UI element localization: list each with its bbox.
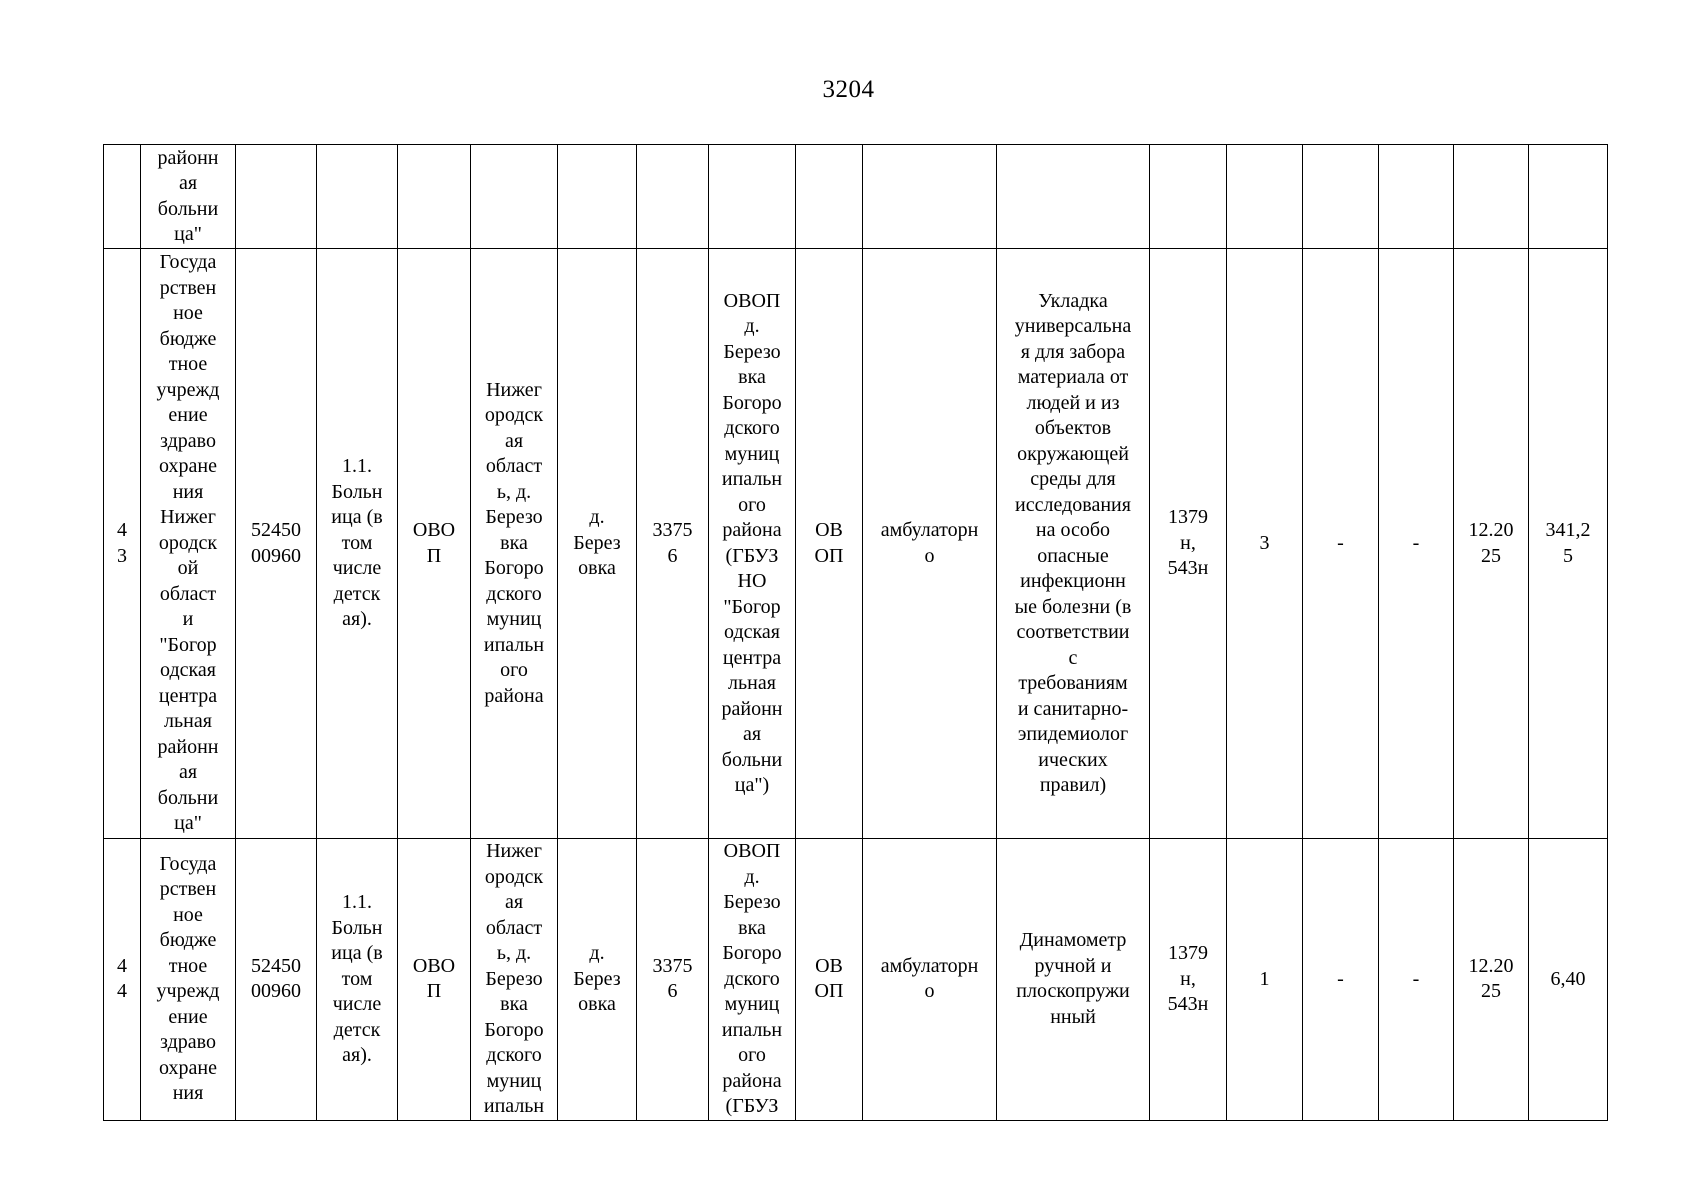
cell-locality: д. Берез овка	[558, 839, 637, 1121]
cell-oktmo: 3375 6	[637, 839, 709, 1121]
cell-short: ОВ ОП	[796, 839, 863, 1121]
cell-col1: -	[1303, 249, 1379, 839]
cell-amount: 341,2 5	[1529, 249, 1608, 839]
page-number: 3204	[822, 76, 875, 103]
cell-date	[1454, 145, 1529, 249]
cell-category: 1.1. Больн ица (в том числе детск ая).	[317, 249, 398, 839]
table-row-continuation	[104, 145, 1608, 249]
cell-equipment	[997, 145, 1150, 249]
cell-order: 1379 н, 543н	[1150, 839, 1227, 1121]
cell-locality: д. Берез овка	[558, 249, 637, 839]
cell-institution-name: районн ая больни ца"	[141, 145, 236, 249]
cell-unit: ОВО П	[398, 249, 471, 839]
cell-care-type	[863, 145, 997, 249]
cell-equipment: Динамометр ручной и плоскопружи нный	[997, 839, 1150, 1121]
cell-division: ОВОП д. Березо вка Богоро дского муниц ипальн ого района (ГБУЗ	[709, 839, 796, 1121]
cell-col2: -	[1379, 839, 1454, 1121]
cell-order	[1150, 145, 1227, 249]
cell-qty: 3	[1227, 249, 1303, 839]
cell-unit	[398, 145, 471, 249]
cell-date: 12.20 25	[1454, 839, 1529, 1121]
cell-care-type: амбулаторн о	[863, 249, 997, 839]
cell-institution-name: Госуда рствен ное бюдже тное учрежд ение здраво охране ния Нижег ородск ой област и "Богор одская центра льная районн ая больни ца"	[141, 249, 236, 839]
table-row	[104, 249, 1608, 839]
cell-oktmo: 3375 6	[637, 249, 709, 839]
cell-address: Нижег ородск ая област ь, д. Березо вка Богоро дского муниц ипальн ого района	[471, 249, 558, 839]
cell-col1: -	[1303, 839, 1379, 1121]
cell-order: 1379 н, 543н	[1150, 249, 1227, 839]
cell-oktmo	[637, 145, 709, 249]
cell-num: 4 3	[104, 249, 141, 839]
cell-short	[796, 145, 863, 249]
cell-care-type: амбулаторн о	[863, 839, 997, 1121]
cell-qty	[1227, 145, 1303, 249]
cell-amount: 6,40	[1529, 839, 1608, 1121]
cell-col2: -	[1379, 249, 1454, 839]
cell-num	[104, 145, 141, 249]
cell-qty: 1	[1227, 839, 1303, 1121]
cell-col1	[1303, 145, 1379, 249]
cell-code	[236, 145, 317, 249]
cell-locality	[558, 145, 637, 249]
equipment-table	[103, 144, 1608, 1121]
cell-code: 52450 00960	[236, 839, 317, 1121]
cell-address: Нижег ородск ая област ь, д. Березо вка Богоро дского муниц ипальн	[471, 839, 558, 1121]
cell-institution-name: Госуда рствен ное бюдже тное учрежд ение здраво охране ния	[141, 839, 236, 1121]
cell-category: 1.1. Больн ица (в том числе детск ая).	[317, 839, 398, 1121]
cell-date: 12.20 25	[1454, 249, 1529, 839]
cell-short: ОВ ОП	[796, 249, 863, 839]
cell-num: 4 4	[104, 839, 141, 1121]
table-row	[104, 839, 1608, 1121]
cell-code: 52450 00960	[236, 249, 317, 839]
cell-amount	[1529, 145, 1608, 249]
cell-equipment: Укладка универсальна я для забора материала от людей и из объектов окружающей среды для исследования на особо опасные инфекционн ые болезни (в соответствии с требованиям и санитарно- эпидемиолог ических правил)	[997, 249, 1150, 839]
cell-unit: ОВО П	[398, 839, 471, 1121]
cell-division: ОВОП д. Березо вка Богоро дского муниц ипальн ого района (ГБУЗ НО "Богор одская центра льная районн ая больни ца")	[709, 249, 796, 839]
cell-category	[317, 145, 398, 249]
cell-division	[709, 145, 796, 249]
cell-address	[471, 145, 558, 249]
cell-col2	[1379, 145, 1454, 249]
